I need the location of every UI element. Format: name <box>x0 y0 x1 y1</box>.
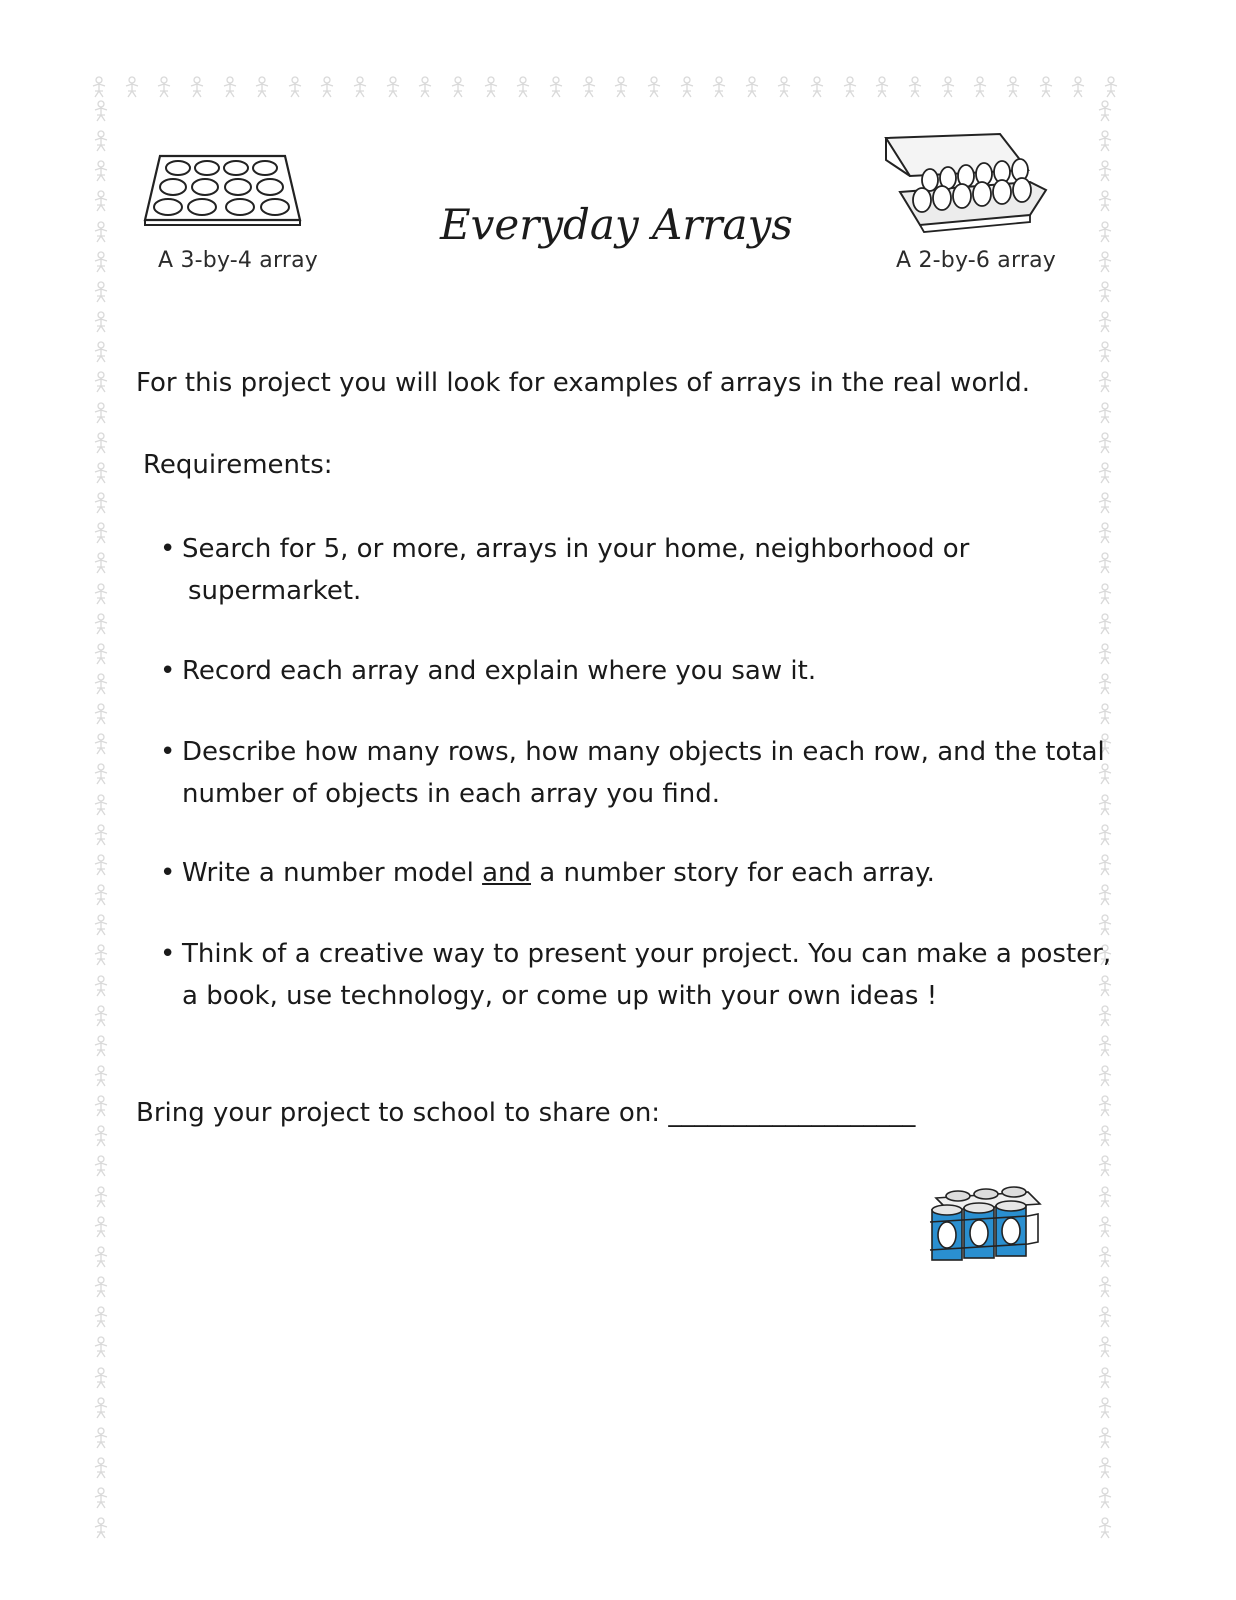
child-figure-icon <box>92 975 110 997</box>
child-figure-icon <box>1096 854 1114 876</box>
child-figure-icon <box>92 794 110 816</box>
requirements-heading: Requirements: <box>143 450 333 480</box>
child-figure-icon <box>92 1517 110 1539</box>
child-figure-icon <box>1096 130 1114 152</box>
child-figure-icon <box>92 190 110 212</box>
requirement-line: number of objects in each array you find. <box>182 779 721 809</box>
child-figure-icon <box>92 522 110 544</box>
child-figure-icon <box>92 1397 110 1419</box>
child-figure-icon <box>1102 76 1120 98</box>
page-border-left <box>92 100 112 1540</box>
page-border-right <box>1096 100 1116 1540</box>
child-figure-icon <box>1096 884 1114 906</box>
egg-carton-icon <box>880 130 1050 235</box>
page-title: Everyday Arrays <box>440 200 793 249</box>
child-figure-icon <box>449 76 467 98</box>
child-figure-icon <box>92 673 110 695</box>
child-figure-icon <box>92 1367 110 1389</box>
child-figure-icon <box>1096 583 1114 605</box>
child-figure-icon <box>92 1216 110 1238</box>
child-figure-icon <box>1096 311 1114 333</box>
child-figure-icon <box>92 251 110 273</box>
child-figure-icon <box>92 1487 110 1509</box>
child-figure-icon <box>318 76 336 98</box>
child-figure-icon <box>1096 281 1114 303</box>
child-figure-icon <box>92 854 110 876</box>
child-figure-icon <box>1096 613 1114 635</box>
requirement-item-search <box>160 528 1060 612</box>
requirement-text: Write a number model <box>182 858 483 888</box>
child-figure-icon <box>1096 432 1114 454</box>
child-figure-icon <box>92 703 110 725</box>
child-figure-icon <box>92 221 110 243</box>
child-figure-icon <box>1096 160 1114 182</box>
child-figure-icon <box>92 281 110 303</box>
child-figure-icon <box>645 76 663 98</box>
child-figure-icon <box>188 76 206 98</box>
requirement-line: Record each array and explain where you saw it. <box>182 656 817 686</box>
child-figure-icon <box>1096 402 1114 424</box>
child-figure-icon <box>92 613 110 635</box>
child-figure-icon <box>92 311 110 333</box>
child-figure-icon <box>90 76 108 98</box>
child-figure-icon <box>1096 1035 1114 1057</box>
bullet-dot: • <box>160 534 176 564</box>
requirement-line: supermarket. <box>188 576 362 606</box>
child-figure-icon <box>92 160 110 182</box>
child-figure-icon <box>1096 1306 1114 1328</box>
child-figure-icon <box>971 76 989 98</box>
child-figure-icon <box>92 914 110 936</box>
requirement-line: Search for 5, or more, arrays in your home, neighborhood or <box>182 534 970 564</box>
child-figure-icon <box>92 1427 110 1449</box>
bullet-dot: • <box>160 656 176 686</box>
child-figure-icon <box>92 763 110 785</box>
bullet-dot: • <box>160 737 176 767</box>
child-figure-icon <box>1096 100 1114 122</box>
bullet-dot: • <box>160 858 176 888</box>
child-figure-icon <box>1096 1186 1114 1208</box>
child-figure-icon <box>92 1005 110 1027</box>
child-figure-icon <box>92 402 110 424</box>
child-figure-icon <box>92 1336 110 1358</box>
child-figure-icon <box>1096 975 1114 997</box>
underlined-word: and <box>482 858 531 888</box>
requirement-line: a book, use technology, or come up with your own ideas ! <box>182 981 938 1011</box>
child-figure-icon <box>1096 1216 1114 1238</box>
child-figure-icon <box>351 76 369 98</box>
child-figure-icon <box>1096 492 1114 514</box>
requirement-item-write <box>160 852 1060 894</box>
child-figure-icon <box>743 76 761 98</box>
child-figure-icon <box>92 1065 110 1087</box>
child-figure-icon <box>1096 221 1114 243</box>
child-figure-icon <box>92 583 110 605</box>
child-figure-icon <box>1096 341 1114 363</box>
child-figure-icon <box>580 76 598 98</box>
child-figure-icon <box>1069 76 1087 98</box>
child-figure-icon <box>92 1155 110 1177</box>
child-figure-icon <box>92 884 110 906</box>
child-figure-icon <box>1096 1457 1114 1479</box>
requirement-line: Describe how many rows, how many objects in each row, and the total <box>182 737 1105 767</box>
child-figure-icon <box>92 462 110 484</box>
child-figure-icon <box>92 1246 110 1268</box>
bullet-dot: • <box>160 939 176 969</box>
child-figure-icon <box>1096 794 1114 816</box>
child-figure-icon <box>1096 1005 1114 1027</box>
share-date-line: Bring your project to school to share on: ___________________ <box>136 1098 916 1128</box>
child-figure-icon <box>1096 251 1114 273</box>
child-figure-icon <box>92 643 110 665</box>
child-figure-icon <box>1096 190 1114 212</box>
child-figure-icon <box>1037 76 1055 98</box>
child-figure-icon <box>906 76 924 98</box>
child-figure-icon <box>1096 1517 1114 1539</box>
left-array-caption: A 3-by-4 array <box>158 248 318 273</box>
child-figure-icon <box>612 76 630 98</box>
child-figure-icon <box>1096 643 1114 665</box>
child-figure-icon <box>92 1457 110 1479</box>
child-figure-icon <box>1096 1487 1114 1509</box>
child-figure-icon <box>514 76 532 98</box>
child-figure-icon <box>123 76 141 98</box>
page-border-top <box>90 76 1120 100</box>
child-figure-icon <box>939 76 957 98</box>
child-figure-icon <box>710 76 728 98</box>
child-figure-icon <box>1096 703 1114 725</box>
child-figure-icon <box>92 1186 110 1208</box>
child-figure-icon <box>1004 76 1022 98</box>
soda-cans-icon <box>928 1182 1044 1272</box>
child-figure-icon <box>1096 673 1114 695</box>
requirement-item-describe <box>160 731 1105 815</box>
child-figure-icon <box>1096 1125 1114 1147</box>
requirement-item-present <box>160 933 1112 1017</box>
child-figure-icon <box>1096 1065 1114 1087</box>
child-figure-icon <box>92 1125 110 1147</box>
child-figure-icon <box>482 76 500 98</box>
child-figure-icon <box>92 824 110 846</box>
requirement-text: a number story for each array. <box>531 858 935 888</box>
intro-text: For this project you will look for examples of arrays in the real world. <box>136 368 1031 398</box>
child-figure-icon <box>1096 552 1114 574</box>
child-figure-icon <box>841 76 859 98</box>
child-figure-icon <box>1096 1427 1114 1449</box>
child-figure-icon <box>92 100 110 122</box>
child-figure-icon <box>1096 462 1114 484</box>
child-figure-icon <box>92 733 110 755</box>
child-figure-icon <box>92 1306 110 1328</box>
child-figure-icon <box>1096 1155 1114 1177</box>
child-figure-icon <box>92 552 110 574</box>
child-figure-icon <box>1096 1246 1114 1268</box>
right-array-caption: A 2-by-6 array <box>896 248 1056 273</box>
child-figure-icon <box>92 1035 110 1057</box>
child-figure-icon <box>416 76 434 98</box>
child-figure-icon <box>1096 522 1114 544</box>
child-figure-icon <box>1096 824 1114 846</box>
child-figure-icon <box>92 1276 110 1298</box>
child-figure-icon <box>1096 1397 1114 1419</box>
muffin-tin-icon <box>140 150 305 228</box>
child-figure-icon <box>92 944 110 966</box>
child-figure-icon <box>1096 1336 1114 1358</box>
requirement-line: Think of a creative way to present your project. You can make a poster, <box>182 939 1112 969</box>
child-figure-icon <box>92 492 110 514</box>
child-figure-icon <box>873 76 891 98</box>
child-figure-icon <box>92 341 110 363</box>
child-figure-icon <box>808 76 826 98</box>
child-figure-icon <box>1096 914 1114 936</box>
child-figure-icon <box>92 371 110 393</box>
requirement-item-record <box>160 650 1060 692</box>
child-figure-icon <box>92 130 110 152</box>
child-figure-icon <box>286 76 304 98</box>
child-figure-icon <box>678 76 696 98</box>
child-figure-icon <box>155 76 173 98</box>
child-figure-icon <box>92 1095 110 1117</box>
child-figure-icon <box>384 76 402 98</box>
child-figure-icon <box>547 76 565 98</box>
child-figure-icon <box>92 432 110 454</box>
child-figure-icon <box>253 76 271 98</box>
requirement-line <box>160 852 1060 894</box>
child-figure-icon <box>1096 1276 1114 1298</box>
child-figure-icon <box>1096 1095 1114 1117</box>
child-figure-icon <box>221 76 239 98</box>
child-figure-icon <box>775 76 793 98</box>
child-figure-icon <box>1096 371 1114 393</box>
child-figure-icon <box>1096 1367 1114 1389</box>
